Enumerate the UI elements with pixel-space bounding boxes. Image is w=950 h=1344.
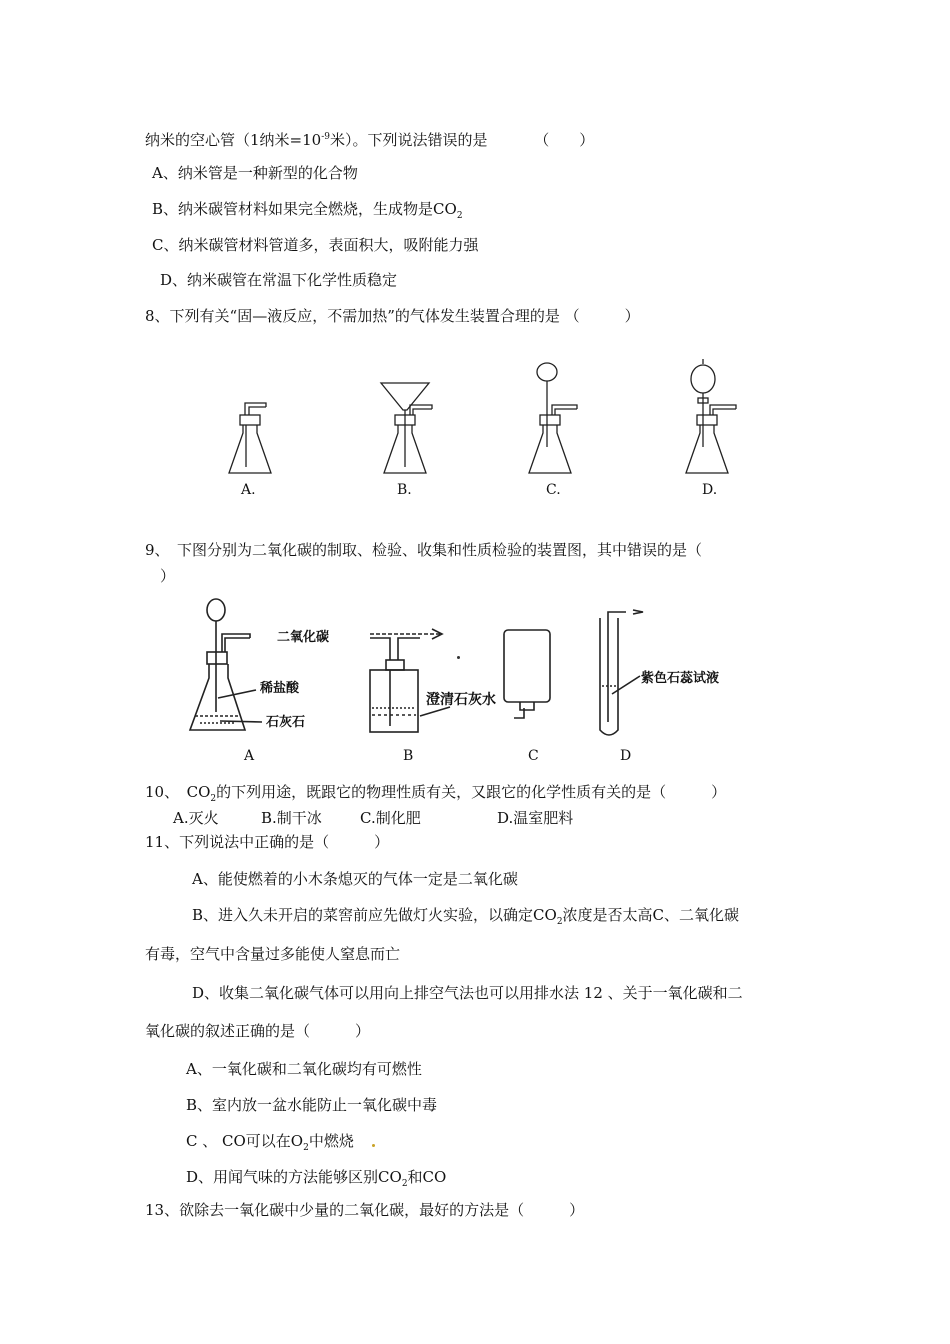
q13-stem: 13、欲除去一氧化碳中少量的二氧化碳，最好的方法是（ ） — [145, 1201, 585, 1219]
q12-option-b: B、室内放一盆水能防止一氧化碳中毒 — [186, 1096, 438, 1114]
q7-stem — [145, 127, 594, 150]
q7-answer-paren: （ ） — [534, 131, 595, 149]
q8-flask-c — [529, 363, 577, 473]
q9-label-acid: 稀盐酸 — [260, 681, 300, 696]
q9-generator-a — [190, 599, 262, 730]
q11-stem: 11、下列说法中正确的是（ ） — [145, 833, 390, 851]
q9-stem-line2: ） — [160, 567, 176, 585]
q12-option-c-a: C 、 CO可以在O — [186, 1132, 304, 1150]
q12-option-d-b: 和CO — [407, 1168, 447, 1186]
q9-stem-line1: 9、 下图分别为二氧化碳的制取、检验、收集和性质检验的装置图，其中错误的是（ — [145, 541, 703, 559]
q8-apparatus-figure — [0, 355, 950, 515]
q8-label-d: D. — [702, 482, 718, 498]
q11-option-b — [192, 905, 739, 932]
q10-option-a: A.灭火 — [173, 809, 219, 827]
q8-stem: 8、下列有关“固—液反应，不需加热”的气体发生装置合理的是 （ ） — [145, 307, 640, 325]
q11-option-d: D、收集二氧化碳气体可以用向上排空气法也可以用排水法 12 、关于一氧化碳和二 — [192, 984, 743, 1002]
q7-option-a: A、纳米管是一种新型的化合物 — [152, 164, 358, 182]
q9-label-co2: 二氧化碳 — [277, 630, 330, 645]
q7-option-c: C、纳米碳管材料管道多，表面积大，吸附能力强 — [152, 236, 479, 254]
q8-flask-d — [686, 359, 736, 473]
q8-label-a: A. — [241, 482, 256, 498]
q9-label-a: A — [244, 748, 255, 764]
q10-stem-a: 10、 CO — [145, 783, 211, 801]
q12-option-c-mark — [372, 1144, 375, 1147]
q11-option-c-cont: 有毒，空气中含量过多能使人窒息而亡 — [145, 945, 401, 963]
q9-label-litmus: 紫色石蕊试液 — [641, 671, 720, 686]
q10-option-b: B.制干冰 — [261, 809, 322, 827]
q10-stem — [145, 782, 726, 809]
q9-label-limestone: 石灰石 — [266, 715, 306, 730]
q9-label-c: C — [528, 748, 539, 764]
q7-option-b-text: B、纳米碳管材料如果完全燃烧，生成物是CO — [152, 200, 457, 218]
q10-option-d: D.温室肥料 — [497, 809, 574, 827]
q12-option-d-a: D、用闻气味的方法能够区别CO — [186, 1168, 402, 1186]
q9-label-b: B — [403, 748, 414, 764]
q10-option-c: C.制化肥 — [360, 809, 421, 827]
q7-option-b — [152, 199, 463, 226]
q9-label-limewater: 澄清石灰水 — [426, 692, 496, 708]
q8-label-b: B. — [397, 482, 412, 498]
q7-option-b-sub: 2 — [456, 211, 463, 221]
q7-stem-exponent: -9 — [321, 132, 330, 142]
q7-stem-b: 米）。下列说法错误的是 — [329, 131, 488, 149]
q9-apparatus-figure — [0, 590, 950, 750]
q12-option-c — [186, 1131, 354, 1158]
q12-stem: 氧化碳的叙述正确的是（ ） — [145, 1022, 371, 1040]
q7-stem-a: 纳米的空心管（1纳米=10 — [145, 131, 322, 149]
q12-option-d-sub: 2 — [401, 1179, 408, 1189]
q8-flask-b — [381, 383, 432, 473]
q7-option-d: D、纳米碳管在常温下化学性质稳定 — [160, 271, 398, 289]
q11-option-b-sub: 2 — [556, 917, 563, 927]
q9-label-d: D — [620, 748, 632, 764]
q9-test-tube-d — [600, 610, 643, 735]
q12-option-c-sub: 2 — [303, 1143, 309, 1153]
q9-limewater-bottle-b — [370, 629, 450, 732]
q9-figure-speck — [457, 656, 460, 659]
q11-option-b-b: 浓度是否太高C、二氧化碳 — [562, 906, 740, 924]
q12-option-c-b: 中燃烧 — [308, 1132, 354, 1150]
q8-label-c: C. — [546, 482, 561, 498]
q11-option-a: A、能使燃着的小木条熄灭的气体一定是二氧化碳 — [192, 870, 518, 888]
q9-collecting-bottle-c — [504, 630, 550, 718]
q8-flask-a — [229, 403, 271, 473]
q12-option-a: A、一氧化碳和二氧化碳均有可燃性 — [186, 1060, 422, 1078]
q10-stem-sub: 2 — [210, 794, 217, 804]
q12-option-d — [186, 1167, 446, 1194]
q10-stem-b: 的下列用途，既跟它的物理性质有关，又跟它的化学性质有关的是（ ） — [216, 783, 727, 801]
q11-option-b-a: B、进入久未开启的菜窖前应先做灯火实验，以确定CO — [192, 906, 557, 924]
